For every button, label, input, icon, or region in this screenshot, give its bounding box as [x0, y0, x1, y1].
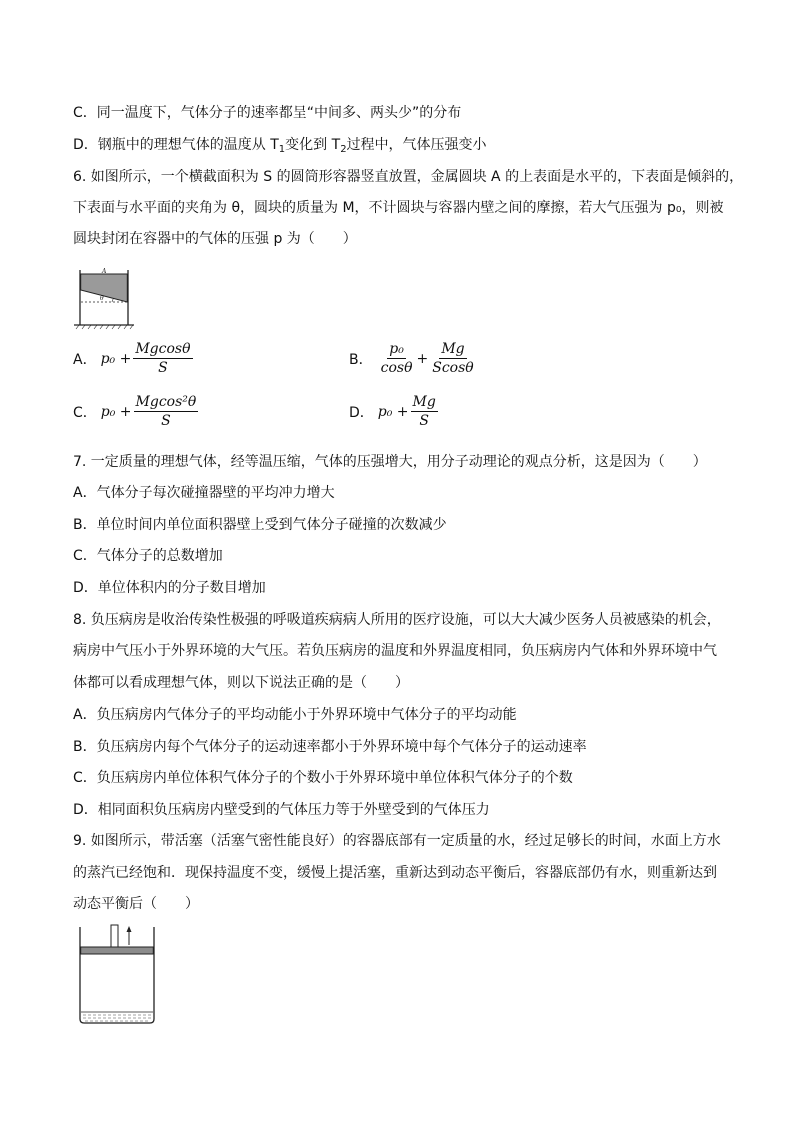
q6-option-b: B． $\frac{\text{p₀}}{\cos\theta}$ + $\frac{Mg}{Scos\theta}$ [349, 341, 474, 376]
q8-stem-line3: 体都可以看成理想气体，则以下说法正确的是（ ） [73, 675, 409, 691]
water [83, 1015, 151, 1021]
ground-hatch [76, 325, 133, 329]
q9-piston-figure [76, 923, 160, 1027]
piston-rod [111, 925, 118, 947]
q6-option-c: C． p₀ + $\frac{\text{Mgcos²θ}}{S}$ [73, 394, 197, 429]
q9-stem-line3: 动态平衡后（ ） [73, 896, 199, 912]
q6-option-a: A． p₀ + $\frac{Mgcos\theta}{S}$ [73, 341, 191, 376]
q6-stem-line2: 下表面与水平面的夹角为 θ，圆块的质量为 M，不计圆块与容器内壁之间的摩擦，若大气压强为 p₀，则被 [73, 200, 724, 216]
angle-theta-label: θ [100, 295, 104, 302]
q8-option-a: A．负压病房内气体分子的平均动能小于外界环境中气体分子的平均动能 [73, 707, 517, 723]
q7-option-c: C．气体分子的总数增加 [73, 548, 223, 564]
q6-stem-line1: 6. 如图所示，一个横截面积为 S 的圆筒形容器竖直放置，金属圆块 A 的上表面是水平的，下表面是倾斜的， [73, 169, 744, 185]
q5-option-d: D．钢瓶中的理想气体的温度从 $T_1$变化到 $T_2$过程中，气体压强变小 [73, 137, 487, 155]
q7-option-d: D．单位体积内的分子数目增加 [73, 580, 266, 596]
q8-option-c: C．负压病房内单位体积气体分子的个数小于外界环境中单位体积气体分子的个数 [73, 770, 573, 786]
piston [81, 947, 154, 954]
q6-option-d: D． p₀ + $\frac{Mg}{S}$ [349, 394, 436, 429]
q6-stem-line3: 圆块封闭在容器中的气体的压强 p 为（ ） [73, 231, 357, 247]
q7-option-a: A．气体分子每次碰撞器壁的平均冲力增大 [73, 485, 335, 501]
q8-stem-line1: 8. 负压病房是收治传染性极强的呼吸道疾病病人所用的医疗设施，可以大大减少医务人员被感染的机会， [73, 612, 721, 628]
q5-option-c: C．同一温度下，气体分子的速率都呈“中间多、两头少”的分布 [73, 105, 462, 121]
q7-stem: 7. 一定质量的理想气体，经等温压缩，气体的压强增大，用分子动理论的观点分析，这是因为（ ） [73, 454, 707, 470]
block-a-label: A [102, 268, 107, 275]
q9-stem-line2: 的蒸汽已经饱和．现保持温度不变，缓慢上提活塞，重新达到动态平衡后，容器底部仍有水，则重新达到 [73, 865, 717, 881]
q7-option-b: B．单位时间内单位面积器壁上受到气体分子碰撞的次数减少 [73, 517, 447, 533]
block-a [81, 274, 128, 302]
q8-stem-line2: 病房中气压小于外界环境的大气压。若负压病房的温度和外界温度相同，负压病房内气体和外界环境中气 [73, 643, 717, 659]
q9-stem-line1: 9. 如图所示，带活塞（活塞气密性能良好）的容器底部有一定质量的水，经过足够长的时间，水面上方水 [73, 833, 721, 849]
q8-option-d: D．相同面积负压病房内壁受到的气体压力等于外壁受到的气体压力 [73, 802, 490, 818]
q6-cylinder-figure [70, 268, 134, 330]
q8-option-b: B．负压病房内每个气体分子的运动速率都小于外界环境中每个气体分子的运动速率 [73, 739, 587, 755]
